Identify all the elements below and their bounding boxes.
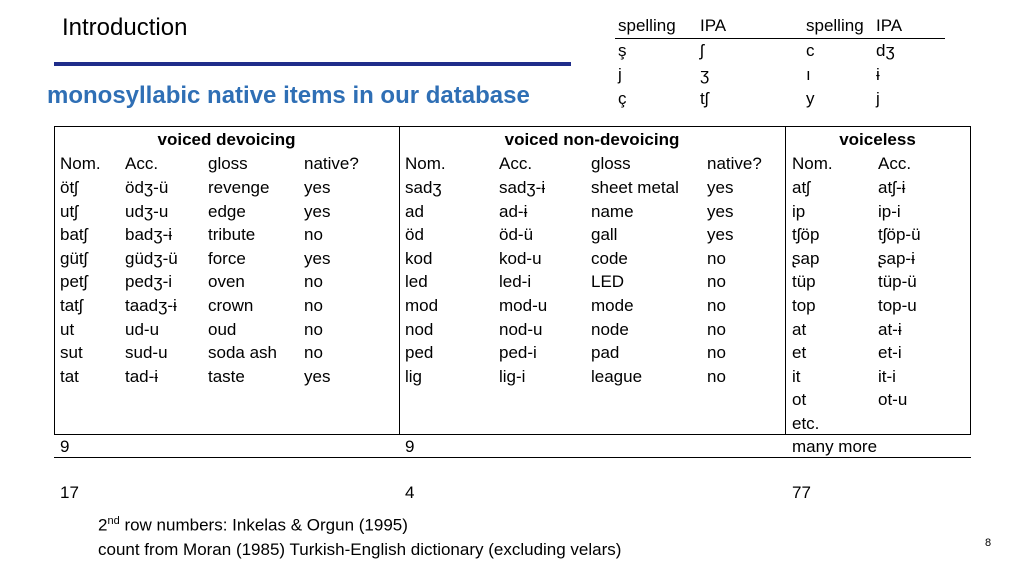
table-cell: ad-ɨ <box>499 202 528 221</box>
ipa-cell: tʃ <box>700 89 709 108</box>
table-bottom-rule <box>54 457 971 458</box>
table-cell: ötʃ <box>60 178 78 197</box>
table-cell: kod <box>405 249 433 268</box>
table-cell: güdʒ-ü <box>125 249 178 268</box>
table-cell: yes <box>707 225 734 244</box>
table-cell: no <box>707 343 726 362</box>
table-cell: lig-i <box>499 367 526 386</box>
table-cell: ip-i <box>878 202 901 221</box>
table-cell: no <box>304 272 323 291</box>
table-cell: tüp <box>792 272 816 291</box>
table-cell: no <box>304 296 323 315</box>
ipa-cell: y <box>806 89 815 108</box>
table-cell: revenge <box>208 178 270 197</box>
slide-title: Introduction <box>62 14 188 41</box>
table-cell: et-i <box>878 343 902 362</box>
table-cell: name <box>591 202 634 221</box>
group-separator <box>785 126 786 434</box>
table-cell: ot <box>792 390 807 409</box>
table-cell: utʃ <box>60 202 78 221</box>
table-cell: ʂap-ɨ <box>878 249 915 268</box>
table-cell: mod <box>405 296 439 315</box>
table-cell: batʃ <box>60 225 88 244</box>
table-cell: tribute <box>208 225 256 244</box>
column-header: Acc. <box>125 154 159 173</box>
count-nondevoicing-dictionary: 4 <box>405 483 415 502</box>
table-cell: pedʒ-i <box>125 272 173 291</box>
table-cell: taadʒ-ɨ <box>125 296 177 315</box>
footnote-text: row numbers: Inkelas & Orgun (1995) <box>119 515 408 535</box>
table-cell: yes <box>707 178 734 197</box>
footnote-source-1 <box>98 515 408 536</box>
table-cell: ut <box>60 320 75 339</box>
count-devoicing: 9 <box>60 437 70 456</box>
table-cell: öd <box>405 225 424 244</box>
group-header-voiceless: voiceless <box>839 130 916 149</box>
table-cell: no <box>707 320 726 339</box>
group-separator <box>399 126 400 434</box>
table-cell: node <box>591 320 629 339</box>
table-cell: tʃöp <box>792 225 820 244</box>
count-nondevoicing: 9 <box>405 437 415 456</box>
table-cell: ʂap <box>792 249 820 268</box>
column-header: Nom. <box>60 154 101 173</box>
table-right-border <box>970 126 971 434</box>
table-cell: taste <box>208 367 245 386</box>
ipa-cell: ɨ <box>876 65 880 84</box>
footnote-ordinal-suffix: nd <box>107 515 120 527</box>
table-cell: et <box>792 343 807 362</box>
table-cell: sut <box>60 343 83 362</box>
table-cell: yes <box>707 202 734 221</box>
table-cell: ped-i <box>499 343 537 362</box>
table-cell: tüp-ü <box>878 272 917 291</box>
table-cell: oud <box>208 320 237 339</box>
count-voiceless: many more <box>792 437 878 456</box>
ipa-cell: ç <box>618 89 627 108</box>
table-cell: pad <box>591 343 620 362</box>
title-underline <box>54 62 571 66</box>
table-cell: sud-u <box>125 343 168 362</box>
table-cell: yes <box>304 367 331 386</box>
table-cell: at-ɨ <box>878 320 902 339</box>
table-cell: no <box>707 367 726 386</box>
column-header: Acc. <box>499 154 533 173</box>
ipa-cell: ş <box>618 41 627 60</box>
table-cell: gütʃ <box>60 249 88 268</box>
column-header: gloss <box>208 154 248 173</box>
column-header: native? <box>304 154 359 173</box>
table-cell: yes <box>304 202 331 221</box>
table-cell: at <box>792 320 807 339</box>
table-cell: no <box>304 343 323 362</box>
table-cell: mode <box>591 296 634 315</box>
table-cell: öd-ü <box>499 225 534 244</box>
count-voiceless-dictionary: 77 <box>792 483 811 502</box>
ipa-cell: ʃ <box>700 41 704 60</box>
table-cell: udʒ-u <box>125 202 169 221</box>
column-header: native? <box>707 154 762 173</box>
table-cell: no <box>707 249 726 268</box>
table-cell: tʃöp-ü <box>878 225 921 244</box>
table-cell: ödʒ-ü <box>125 178 169 197</box>
table-cell: crown <box>208 296 254 315</box>
table-cell: nod-u <box>499 320 543 339</box>
ipa-header: spelling <box>806 16 864 35</box>
table-cell: kod-u <box>499 249 542 268</box>
table-cell: force <box>208 249 246 268</box>
table-cell: lig <box>405 367 423 386</box>
group-header-devoicing: voiced devoicing <box>157 130 296 149</box>
column-header: Nom. <box>792 154 833 173</box>
ipa-header-rule <box>615 38 945 39</box>
table-cell: it-i <box>878 367 896 386</box>
ipa-cell: ʒ <box>700 65 710 84</box>
slide-subtitle: monosyllabic native items in our database <box>47 82 530 109</box>
table-cell: sheet metal <box>591 178 679 197</box>
table-cell: etc. <box>792 414 820 433</box>
footnote-ordinal: 2 <box>98 515 108 535</box>
ipa-header: IPA <box>876 16 903 35</box>
ipa-header: spelling <box>618 16 676 35</box>
table-cell: led-i <box>499 272 532 291</box>
ipa-cell: dʒ <box>876 41 895 60</box>
column-header: gloss <box>591 154 631 173</box>
table-cell: no <box>707 272 726 291</box>
table-cell: yes <box>304 249 331 268</box>
table-cell: petʃ <box>60 272 88 291</box>
table-cell: it <box>792 367 801 386</box>
table-cell: ad <box>405 202 424 221</box>
table-cell: ped <box>405 343 434 362</box>
table-cell: mod-u <box>499 296 548 315</box>
table-cell: LED <box>591 272 625 291</box>
table-cell: ud-u <box>125 320 160 339</box>
column-header: Acc. <box>878 154 912 173</box>
footnote-source-2: count from Moran (1985) Turkish-English dictionary (excluding velars) <box>98 540 622 559</box>
table-cell: atʃ-ɨ <box>878 178 906 197</box>
table-top-rule <box>54 126 971 127</box>
column-header: Nom. <box>405 154 446 173</box>
table-cell: tat <box>60 367 79 386</box>
table-cell: atʃ <box>792 178 810 197</box>
table-divider-rule <box>54 434 971 435</box>
table-cell: gall <box>591 225 618 244</box>
table-left-border <box>54 126 55 434</box>
count-devoicing-dictionary: 17 <box>60 483 79 502</box>
table-cell: league <box>591 367 643 386</box>
table-cell: tatʃ <box>60 296 83 315</box>
ipa-cell: ı <box>806 65 811 84</box>
table-cell: oven <box>208 272 245 291</box>
table-cell: no <box>304 225 323 244</box>
ipa-cell: j <box>618 65 622 84</box>
table-cell: soda ash <box>208 343 277 362</box>
table-cell: no <box>304 320 323 339</box>
table-cell: badʒ-ɨ <box>125 225 173 244</box>
ipa-header: IPA <box>700 16 727 35</box>
table-cell: tad-ɨ <box>125 367 159 386</box>
group-header-nondevoicing: voiced non-devoicing <box>504 130 680 149</box>
page-number: 8 <box>985 537 992 549</box>
table-cell: led <box>405 272 428 291</box>
table-cell: no <box>707 296 726 315</box>
table-cell: edge <box>208 202 246 221</box>
table-cell: ot-u <box>878 390 908 409</box>
table-cell: top-u <box>878 296 917 315</box>
table-cell: ip <box>792 202 806 221</box>
table-cell: sadʒ <box>405 178 442 197</box>
table-cell: nod <box>405 320 434 339</box>
ipa-cell: j <box>876 89 880 108</box>
ipa-cell: c <box>806 41 815 60</box>
table-cell: top <box>792 296 816 315</box>
table-cell: yes <box>304 178 331 197</box>
table-cell: code <box>591 249 628 268</box>
table-cell: sadʒ-ɨ <box>499 178 546 197</box>
